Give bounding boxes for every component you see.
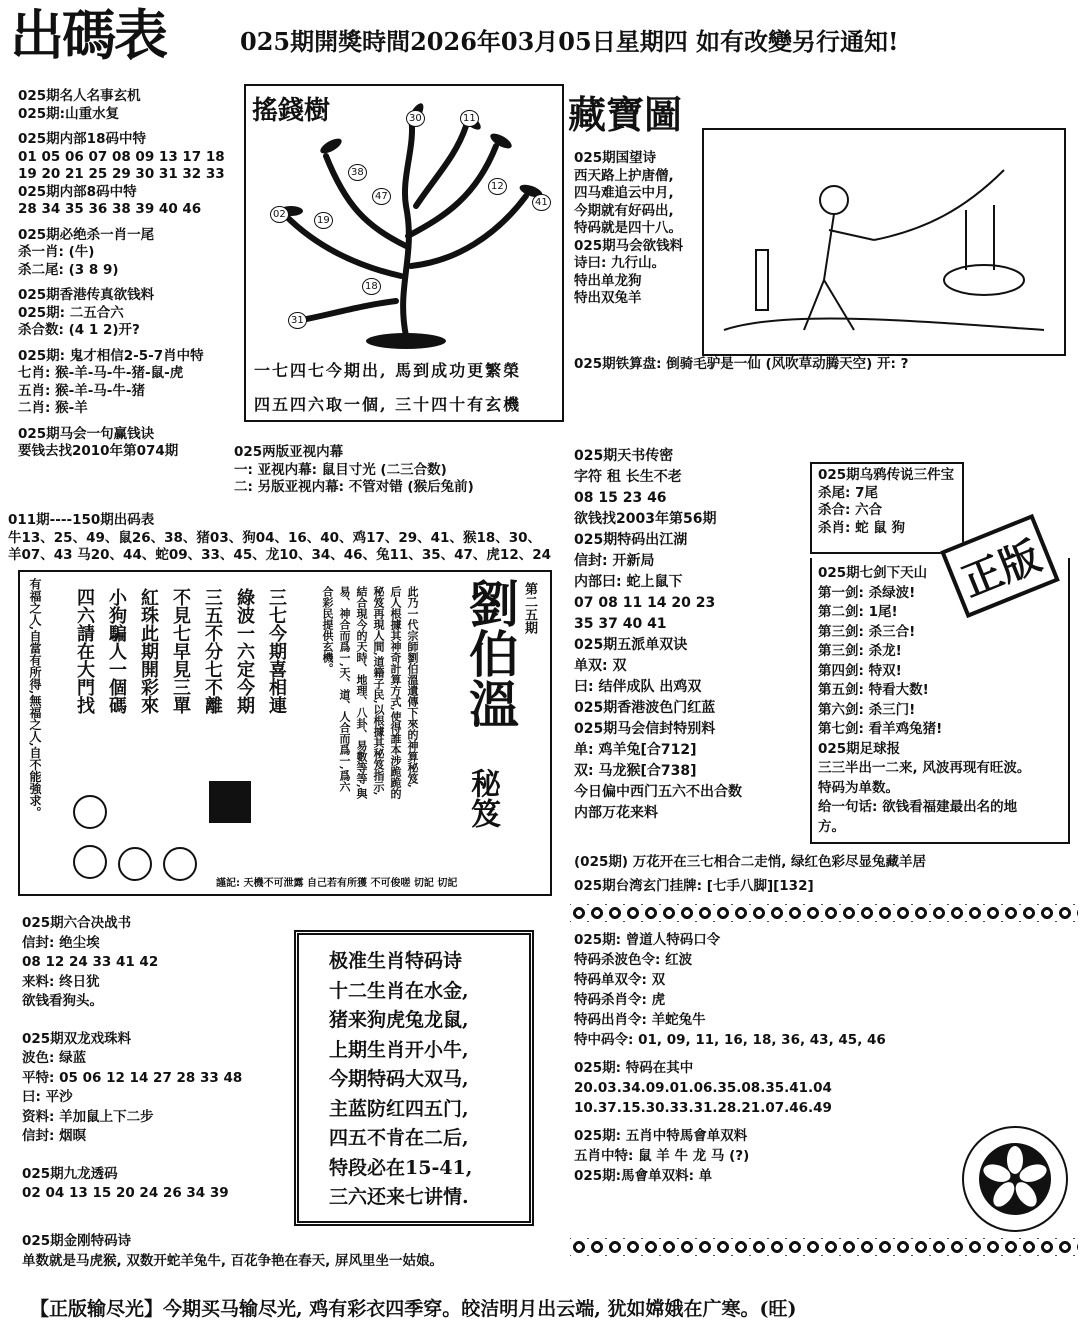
liu-poem-col: 不見七早見三單 bbox=[170, 588, 191, 714]
zodiac-poem-box bbox=[294, 930, 534, 1226]
sword-line: 给一句话: 欲钱看福建最出名的地 bbox=[818, 799, 1018, 815]
liu-poem-col: 三七今期喜相連 bbox=[266, 588, 287, 714]
dragon-line: 平特: 05 06 12 14 27 28 33 48 bbox=[22, 1069, 243, 1086]
genuine-stamp: 正版 bbox=[940, 514, 1060, 618]
tang-line: 025期: 曾道人特码口令 bbox=[574, 932, 721, 948]
liu-story bbox=[320, 586, 420, 844]
taiwan-line: 025期台湾玄门挂牌: [七手八脚][132] bbox=[574, 878, 814, 894]
sky-line: 08 15 23 46 bbox=[574, 490, 667, 506]
jingang-line: 025期金刚特码诗 bbox=[22, 1233, 132, 1249]
kill-line: 杀一肖: (牛) bbox=[18, 244, 95, 260]
iron-abacus: 025期铁算盘: 倒骑毛驴是一仙 (风吹草动腾天空) 开: ? bbox=[574, 356, 909, 372]
logo: 出碼表 bbox=[10, 3, 166, 67]
tang-line: 特码出肖令: 羊蛇兔牛 bbox=[574, 1012, 706, 1028]
five-line: 单双: 双 bbox=[574, 658, 627, 674]
sword-line: 方。 bbox=[818, 818, 845, 835]
river-line: 35 37 40 41 bbox=[574, 616, 667, 632]
ghost-line: 五肖: 猴-羊-马-牛-猪 bbox=[18, 382, 146, 399]
misc-line: 双: 马龙猴[合738] bbox=[574, 763, 697, 779]
coin-number: 41 bbox=[532, 194, 551, 211]
liu-poem-col: 三五不分七不離 bbox=[202, 588, 223, 714]
sword-line: 第四剑: 特双! bbox=[818, 662, 902, 679]
left-column bbox=[18, 88, 225, 461]
coin-number: 11 bbox=[460, 110, 479, 127]
bauhinia-emblem-icon bbox=[960, 1124, 1070, 1234]
five-line: 025期五派单双诀 bbox=[574, 637, 688, 653]
inner18-line: 01 05 06 07 08 09 13 17 18 bbox=[18, 148, 225, 165]
poem-line: 主蓝防红四五门, bbox=[329, 1097, 469, 1120]
hk-line: 025期: 二五合六 bbox=[18, 304, 124, 321]
dragon-line: 资料: 羊加鼠上下二步 bbox=[22, 1108, 154, 1125]
liu-note: 謹記: 天機不可泄露 自己若有所獲 不可俊嗟 切記 切記 bbox=[216, 878, 458, 889]
draw-date-header: 025期開獎時間2026年03月05日星期四 如有改變另行通知! bbox=[240, 27, 899, 56]
treasure-line: 今期就有好码出, bbox=[574, 202, 674, 219]
inmid-line: 025期: 特码在其中 bbox=[574, 1060, 694, 1076]
poem-line: 极准生肖特码诗 bbox=[329, 950, 463, 972]
dragon-line: 信封: 烟暝 bbox=[22, 1128, 87, 1144]
decorative-border bbox=[570, 904, 1078, 922]
decorative-border bbox=[570, 1238, 1078, 1256]
poem-line: 十二生肖在水金, bbox=[329, 979, 469, 1002]
coin-number: 12 bbox=[488, 178, 507, 195]
sword-line: 第三剑: 杀龙! bbox=[818, 643, 902, 659]
sky-line: 025期天书传密 bbox=[574, 448, 674, 464]
crow-line: 杀肖: 蛇 鼠 狗 bbox=[818, 519, 905, 536]
hk-line: 025期香港传真欲钱料 bbox=[18, 287, 155, 303]
crow-box bbox=[810, 462, 964, 554]
treasure-line: 诗曰: 九行山。 bbox=[574, 255, 666, 271]
jingang-section bbox=[22, 1232, 443, 1271]
liuhe-line: 025期六合决战书 bbox=[22, 915, 132, 931]
tang-line: 特中码令: 01, 09, 11, 16, 18, 36, 43, 45, 46 bbox=[574, 1032, 886, 1048]
liu-poem-col: 綠波一六定今期 bbox=[234, 588, 255, 714]
coin-number: 18 bbox=[362, 278, 381, 295]
sword-line: 025期七剑下天山 bbox=[818, 565, 928, 581]
liu-poem-col: 四六請在大門找 bbox=[74, 588, 95, 714]
nine-line: 025期九龙透码 bbox=[22, 1165, 118, 1182]
sword-line: 第六剑: 杀三门! bbox=[818, 701, 916, 718]
liu-bowen-box bbox=[18, 570, 552, 896]
footer-verse: 【正版输尽光】今期买马输尽光, 鸡有彩衣四季穿。皎洁明月出云端, 犹如嫦娥在广寒。(旺) bbox=[30, 1298, 797, 1320]
dragon-line: 025期双龙戏珠料 bbox=[22, 1030, 132, 1047]
inmid-line: 20.03.34.09.01.06.35.08.35.41.04 bbox=[574, 1080, 832, 1096]
horse-line: 025期马会一句赢钱诀 bbox=[18, 425, 155, 442]
poem-line: 三六还来七讲情. bbox=[329, 1186, 469, 1208]
tree-verse: 四五四六取一個, 三十四十有玄機 bbox=[254, 395, 522, 414]
period-line: 011期----150期出码表 bbox=[8, 512, 155, 528]
liu-poem bbox=[70, 588, 290, 748]
fivezodiac-line: 025期: 五肖中特馬會单双料 bbox=[574, 1128, 748, 1144]
dragon-line: 曰: 平沙 bbox=[22, 1089, 73, 1105]
liu-story-col: 結合現今的天時、地理、八卦、易數等等,與 bbox=[355, 586, 368, 799]
river-line: 025期特码出江湖 bbox=[574, 532, 688, 548]
liu-secret: 秘笈 bbox=[465, 768, 500, 828]
coin-number: 02 bbox=[270, 206, 289, 223]
treasure-line: 特出单龙狗 bbox=[574, 272, 642, 289]
sky-line: 字符 租 长生不老 bbox=[574, 469, 682, 485]
money-tree-title: 搖錢樹 bbox=[252, 96, 331, 126]
asia-tv bbox=[234, 444, 474, 497]
left-bottom bbox=[22, 914, 242, 1204]
famous-line: 025期名人名事玄机 bbox=[18, 88, 141, 104]
coins-illustration bbox=[60, 772, 320, 882]
sword-line: 第一剑: 杀绿波! bbox=[818, 584, 916, 601]
asia-line: 二: 另版亚视内幕: 不管对错 (猴后兔前) bbox=[234, 479, 474, 495]
misc-line: 025期香港波色门红蓝 bbox=[574, 700, 716, 716]
tang-line: 特码单双令: 双 bbox=[574, 972, 666, 988]
liu-side-text: 有福之人,自當有所得,無福之人,自不能強求。 bbox=[28, 578, 42, 819]
liu-story-col: 秘笈再現人間,道籍子民,以根據其秘笈指示, bbox=[372, 586, 385, 796]
coin-number: 30 bbox=[406, 110, 425, 127]
sword-line: 第二剑: 1尾! bbox=[818, 604, 898, 620]
treasure-line: 025期马会欲钱料 bbox=[574, 237, 684, 254]
liuhe-line: 08 12 24 33 41 42 bbox=[22, 954, 159, 970]
sky-line: 欲钱找2003年第56期 bbox=[574, 511, 717, 527]
dragon-line: 波色: 绿蓝 bbox=[22, 1050, 87, 1066]
money-tree-box bbox=[244, 84, 564, 422]
tang-line: 特码杀肖令: 虎 bbox=[574, 992, 666, 1008]
river-line: 内部曰: 蛇上鼠下 bbox=[574, 574, 683, 590]
treasure-line: 西天路上护唐僧, bbox=[574, 167, 674, 184]
liuhe-line: 信封: 绝尘埃 bbox=[22, 934, 100, 951]
poem-line: 上期生肖开小牛, bbox=[329, 1038, 469, 1061]
asia-line: 025两版亚视内幕 bbox=[234, 444, 344, 460]
crow-line: 杀合: 六合 bbox=[818, 502, 883, 518]
liu-issue: 第二五期 bbox=[522, 582, 537, 634]
liu-story-col: 此乃一代宗師劉伯溫遺傳下來的神算秘笈, bbox=[406, 586, 419, 788]
poem-line: 今期特码大双马, bbox=[329, 1068, 469, 1090]
sword-line: 特码为单数。 bbox=[818, 779, 899, 796]
tree-verse: 一七四七今期出, 馬到成功更繁榮 bbox=[254, 361, 522, 380]
liuhe-line: 欲钱看狗头。 bbox=[22, 993, 103, 1009]
river-line: 信封: 开新局 bbox=[574, 553, 655, 569]
five-line: 曰: 结伴成队 出鸡双 bbox=[574, 679, 702, 695]
misc-line: 025期马会信封特别料 bbox=[574, 721, 716, 737]
poem-line: 猪来狗虎兔龙鼠, bbox=[329, 1009, 469, 1031]
inner18-line: 28 34 35 36 38 39 40 46 bbox=[18, 201, 202, 217]
sword-box bbox=[810, 558, 1070, 844]
liu-story-col: 合彩民提供玄機。 bbox=[321, 586, 334, 674]
liu-bowen-title: 劉伯溫 bbox=[461, 578, 520, 728]
inmid-line: 10.37.15.30.33.31.28.21.07.46.49 bbox=[574, 1100, 832, 1116]
sword-line: 第五剑: 特看大数! bbox=[818, 682, 929, 698]
inner18-line: 025期内部18码中特 bbox=[18, 131, 146, 147]
treasure-line: 特出双兔羊 bbox=[574, 290, 642, 306]
ghost-line: 025期: 鬼才相信2-5-7肖中特 bbox=[18, 347, 204, 364]
misc-line: 内部万花来料 bbox=[574, 805, 658, 821]
fivezodiac-line: 025期:馬會单双料: 单 bbox=[574, 1168, 713, 1184]
sword-line: 第七剑: 看羊鸡兔猪! bbox=[818, 721, 943, 737]
coin-number: 31 bbox=[288, 312, 307, 329]
liu-poem-col: 小狗騙人一個碼 bbox=[106, 588, 127, 714]
period-table bbox=[8, 512, 551, 565]
jingang-line: 单数就是马虎猴, 双数开蛇羊兔牛, 百花争艳在春天, 屏风里坐一姑娘。 bbox=[22, 1252, 443, 1269]
kill-line: 025期必绝杀一肖一尾 bbox=[18, 226, 155, 243]
poem-line: 特段必在15-41, bbox=[329, 1156, 473, 1179]
treasure-illustration bbox=[702, 128, 1066, 356]
treasure-title: 藏寶圖 bbox=[568, 92, 683, 137]
kill-line: 杀二尾: (3 8 9) bbox=[18, 261, 119, 278]
river-line: 07 08 11 14 20 23 bbox=[574, 595, 716, 611]
crow-line: 025期乌鸦传说三件宝 bbox=[818, 467, 955, 483]
period-line: 羊07、43 马20、44、蛇09、33、45、龙10、34、46、兔11、35、47、虎12、24 bbox=[8, 547, 551, 563]
period-line: 牛13、25、49、鼠26、38、猪03、狗04、16、40、鸡17、29、41、猴18、30、 bbox=[8, 529, 542, 546]
treasure-line: 025期国望诗 bbox=[574, 150, 657, 166]
misc-line: 单: 鸡羊兔[合712] bbox=[574, 742, 697, 758]
flower-line: (025期) 万花开在三七相合二走悄, 绿红色彩尽显兔藏羊居 bbox=[574, 854, 927, 870]
tang-section bbox=[574, 930, 886, 1186]
coin-number: 47 bbox=[372, 188, 391, 205]
liu-story-col: 易、神合而爲一,天、道、人合而爲一,爲六 bbox=[338, 586, 351, 792]
fivezodiac-line: 五肖中特: 鼠 羊 牛 龙 马 (?) bbox=[574, 1148, 750, 1164]
poem-line: 四五不肯在二后, bbox=[329, 1127, 469, 1149]
crow-line: 杀尾: 7尾 bbox=[818, 484, 878, 501]
ghost-line: 七肖: 猴-羊-马-牛-猪-鼠-虎 bbox=[18, 365, 184, 381]
sword-line: 025期足球报 bbox=[818, 740, 901, 757]
hk-line: 杀合数: (4 1 2)开? bbox=[18, 322, 140, 338]
coin-number: 19 bbox=[314, 212, 333, 229]
sword-line: 第三剑: 杀三合! bbox=[818, 623, 916, 640]
treasure-text bbox=[574, 150, 683, 308]
treasure-line: 特码就是四十八。 bbox=[574, 220, 682, 236]
famous-line: 025期:山重水复 bbox=[18, 105, 120, 122]
sword-line: 三三半出一二来, 风波再现有旺波。 bbox=[818, 760, 1031, 776]
coin-number: 38 bbox=[348, 164, 367, 181]
asia-line: 一: 亚视内幕: 鼠目寸光 (二三合数) bbox=[234, 461, 447, 478]
ghost-line: 二肖: 猴-羊 bbox=[18, 400, 88, 416]
nine-line: 02 04 13 15 20 24 26 34 39 bbox=[22, 1185, 229, 1201]
liu-story-col: 后人根據其神奇計算方式,使得誰本涉跪跪的 bbox=[389, 586, 402, 799]
liu-poem-col: 紅珠此期開彩來 bbox=[138, 588, 159, 714]
liuhe-line: 来料: 终日犹 bbox=[22, 973, 100, 990]
misc-line: 今日偏中西门五六不出合数 bbox=[574, 784, 742, 800]
tang-line: 特码杀波色令: 红波 bbox=[574, 952, 693, 968]
right-middle bbox=[574, 446, 742, 824]
horse-line: 要钱去找2010年第074期 bbox=[18, 443, 179, 459]
treasure-line: 四马难追云中月, bbox=[574, 185, 674, 201]
inner18-line: 025期内部8码中特 bbox=[18, 183, 137, 200]
inner18-line: 19 20 21 25 29 30 31 32 33 bbox=[18, 166, 225, 182]
